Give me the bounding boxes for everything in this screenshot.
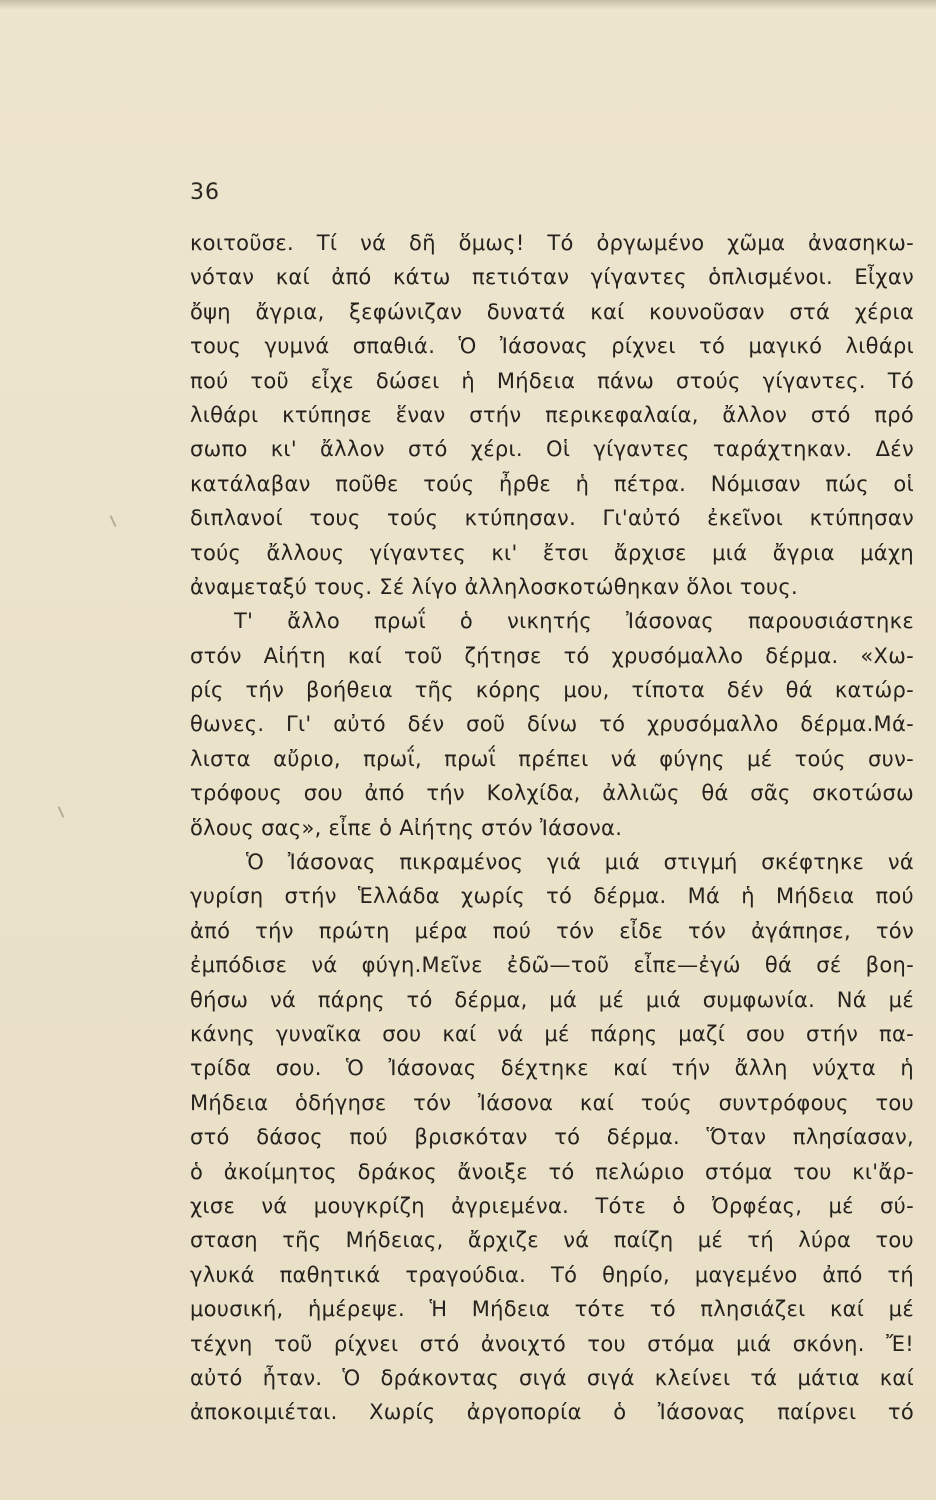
text-line: αὐτό ἦταν. Ὁ δράκοντας σιγά σιγά κλείνει τά μάτια καί [190, 1365, 914, 1390]
text-line: Τ' ἄλλο πρωΐ ὁ νικητής Ἰάσονας παρουσιάστηκε [234, 609, 914, 634]
text-line: κοιτοῦσε. Τί νά δῆ ὅμως! Τό ὀργωμένο χῶμα ἀνασηκω- [190, 231, 914, 255]
text-line: πού τοῦ εἶχε δώσει ἡ Μήδεια πάνω στούς γίγαντες. Τό [190, 368, 914, 393]
text-line: γυρίση στήν Ἑλλάδα χωρίς τό δέρμα. Μά ἡ Μήδεια πού [190, 884, 914, 909]
text-line: ἀπό τήν πρώτη μέρα πού τόν εἶδε τόν ἀγάπησε, τόν [190, 918, 914, 943]
text-line: μουσική, ἡμέρεψε. Ἡ Μήδεια τότε τό πλησιάζει καί μέ [190, 1297, 914, 1322]
text-line: κατάλαβαν ποῦθε τούς ἦρθε ἡ πέτρα. Νόμισαν πώς οἱ [190, 471, 914, 496]
text-line: γλυκά παθητικά τραγούδια. Τό θηρίο, μαγεμένο ἀπό τή [190, 1262, 914, 1287]
text-line: ἐμπόδισε νά φύγη.Μεῖνε ἐδῶ—τοῦ εἶπε—ἐγώ θά σέ βοη- [190, 953, 914, 978]
text-line: ὄψη ἄγρια, ξεφώνιζαν δυνατά καί κουνοῦσαν στά χέρια [190, 299, 914, 324]
text-line: θήσω νά πάρης τό δέρμα, μά μέ μιά συμφωνία. Νά μέ [190, 987, 914, 1012]
text-line: τούς ἄλλους γίγαντες κι' ἔτσι ἄρχισε μιά ἄγρια μάχη [190, 540, 914, 565]
text-line: τέχνη τοῦ ρίχνει στό ἀνοιχτό του στόμα μιά σκόνη. Ἔ! [190, 1331, 914, 1356]
text-line: τρίδα σου. Ὁ Ἰάσονας δέχτηκε καί τήν ἄλλη νύχτα ἡ [190, 1056, 914, 1081]
text-line: ἀποκοιμιέται. Χωρίς ἀργοπορία ὁ Ἰάσονας παίρνει τό [190, 1400, 914, 1425]
text-line: λιστα αὔριο, πρωΐ, πρωΐ πρέπει νά φύγης μέ τούς συν- [190, 746, 914, 771]
text-line: ἀναμεταξύ τους. Σέ λίγο ἀλληλοσκοτώθηκαν ὅλοι τους. [190, 574, 798, 599]
page-number: 36 [190, 180, 220, 205]
text-line: Ὁ Ἰάσονας πικραμένος γιά μιά στιγμή σκέφτηκε νά [246, 850, 914, 875]
page-top-edge [0, 0, 936, 10]
text-line: τους γυμνά σπαθιά. Ὁ Ἰάσονας ρίχνει τό μαγικό λιθάρι [190, 334, 914, 359]
text-line: στόν Αἰήτη καί τοῦ ζήτησε τό χρυσόμαλλο δέρμα. «Χω- [190, 643, 914, 668]
text-line: χισε νά μουγκρίζη ἀγριεμένα. Τότε ὁ Ὀρφέας, μέ σύ- [190, 1193, 914, 1218]
text-line: κάνης γυναῖκα σου καί νά μέ πάρης μαζί σου στήν πα- [190, 1021, 914, 1046]
text-line: διπλανοί τους τούς κτύπησαν. Γι'αὐτό ἐκεῖνοι κτύπησαν [190, 506, 914, 531]
text-line: ρίς τήν βοήθεια τῆς κόρης μου, τίποτα δέν θά κατώρ- [190, 678, 914, 703]
paper-speck [58, 806, 65, 818]
text-line: σταση τῆς Μήδειας, ἄρχιζε νά παίζη μέ τή λύρα του [190, 1228, 914, 1253]
text-line: θωνες. Γι' αὐτό δέν σοῦ δίνω τό χρυσόμαλλο δέρμα.Μά- [190, 712, 914, 737]
text-line: νόταν καί ἀπό κάτω πετιόταν γίγαντες ὁπλισμένοι. Εἶχαν [190, 265, 914, 290]
text-line: ὅλους σας», εἶπε ὁ Αἰήτης στόν Ἰάσονα. [190, 815, 623, 840]
body-text [190, 226, 914, 1430]
text-line: λιθάρι κτύπησε ἕναν στήν περικεφαλαία, ἄλλον στό πρό [190, 402, 914, 427]
paper-speck [110, 515, 117, 527]
text-line: τρόφους σου ἀπό τήν Κολχίδα, ἀλλιῶς θά σᾶς σκοτώσω [190, 781, 914, 806]
text-line: σωπο κι' ἄλλον στό χέρι. Οἱ γίγαντες ταράχτηκαν. Δέν [190, 437, 914, 462]
text-line: ὁ ἀκοίμητος δράκος ἄνοιξε τό πελώριο στόμα του κι'ἄρ- [190, 1159, 914, 1184]
text-line: στό δάσος πού βρισκόταν τό δέρμα. Ὅταν πλησίασαν, [190, 1125, 914, 1150]
text-line: Μήδεια ὁδήγησε τόν Ἰάσονα καί τούς συντρόφους του [190, 1090, 914, 1115]
